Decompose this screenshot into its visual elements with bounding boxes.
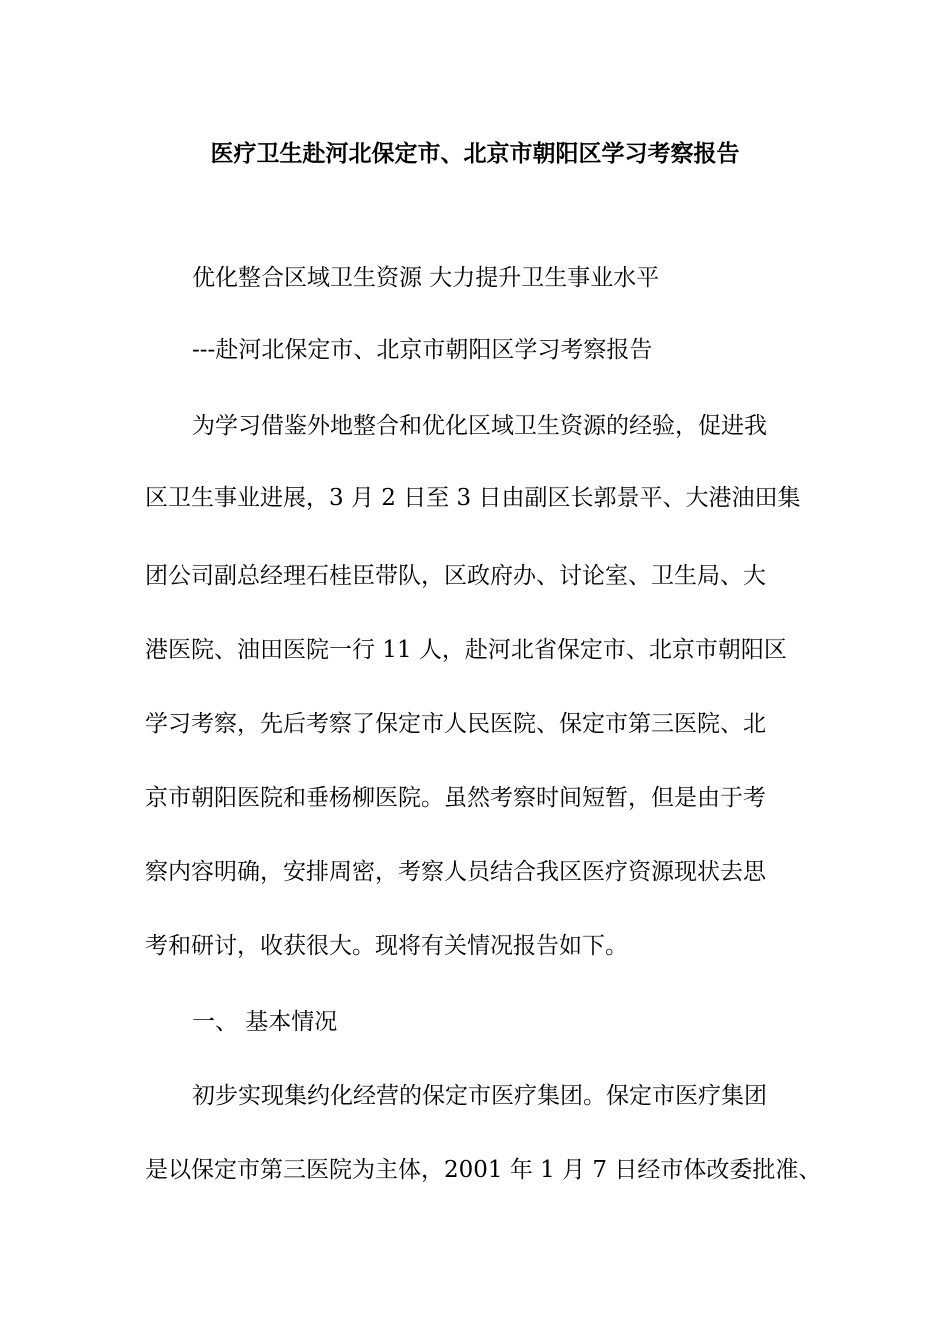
- paragraph-line: 学习考察，先后考察了保定市人民医院、保定市第三医院、北: [145, 711, 766, 737]
- section-heading: 一、 基本情况: [192, 1009, 338, 1035]
- paragraph-line: 团公司副总经理石桂臣带队，区政府办、讨论室、卫生局、大: [145, 563, 766, 589]
- paragraph-line: 初步实现集约化经营的保定市医疗集团。保定市医疗集团: [192, 1083, 767, 1109]
- paragraph-line: 区卫生事业进展，3 月 2 日至 3 日由副区长郭景平、大港油田集: [145, 485, 801, 511]
- paragraph-line: 港医院、油田医院一行 11 人，赴河北省保定市、北京市朝阳区: [145, 637, 787, 663]
- paragraph-line: 是以保定市第三医院为主体，2001 年 1 月 7 日经市体改委批准、: [145, 1157, 822, 1183]
- paragraph-line: 考和研讨，收获很大。现将有关情况报告如下。: [145, 933, 628, 959]
- document-subtitle: 优化整合区域卫生资源 大力提升卫生事业水平: [192, 265, 660, 291]
- document-subsubtitle: ---赴河北保定市、北京市朝阳区学习考察报告: [192, 337, 653, 363]
- paragraph-line: 京市朝阳医院和垂杨柳医院。虽然考察时间短暂，但是由于考: [145, 785, 766, 811]
- paragraph-line: 察内容明确，安排周密，考察人员结合我区医疗资源现状去思: [145, 859, 766, 885]
- paragraph-line: 为学习借鉴外地整合和优化区域卫生资源的经验，促进我: [192, 413, 767, 439]
- document-title: 医疗卫生赴河北保定市、北京市朝阳区学习考察报告: [210, 141, 740, 167]
